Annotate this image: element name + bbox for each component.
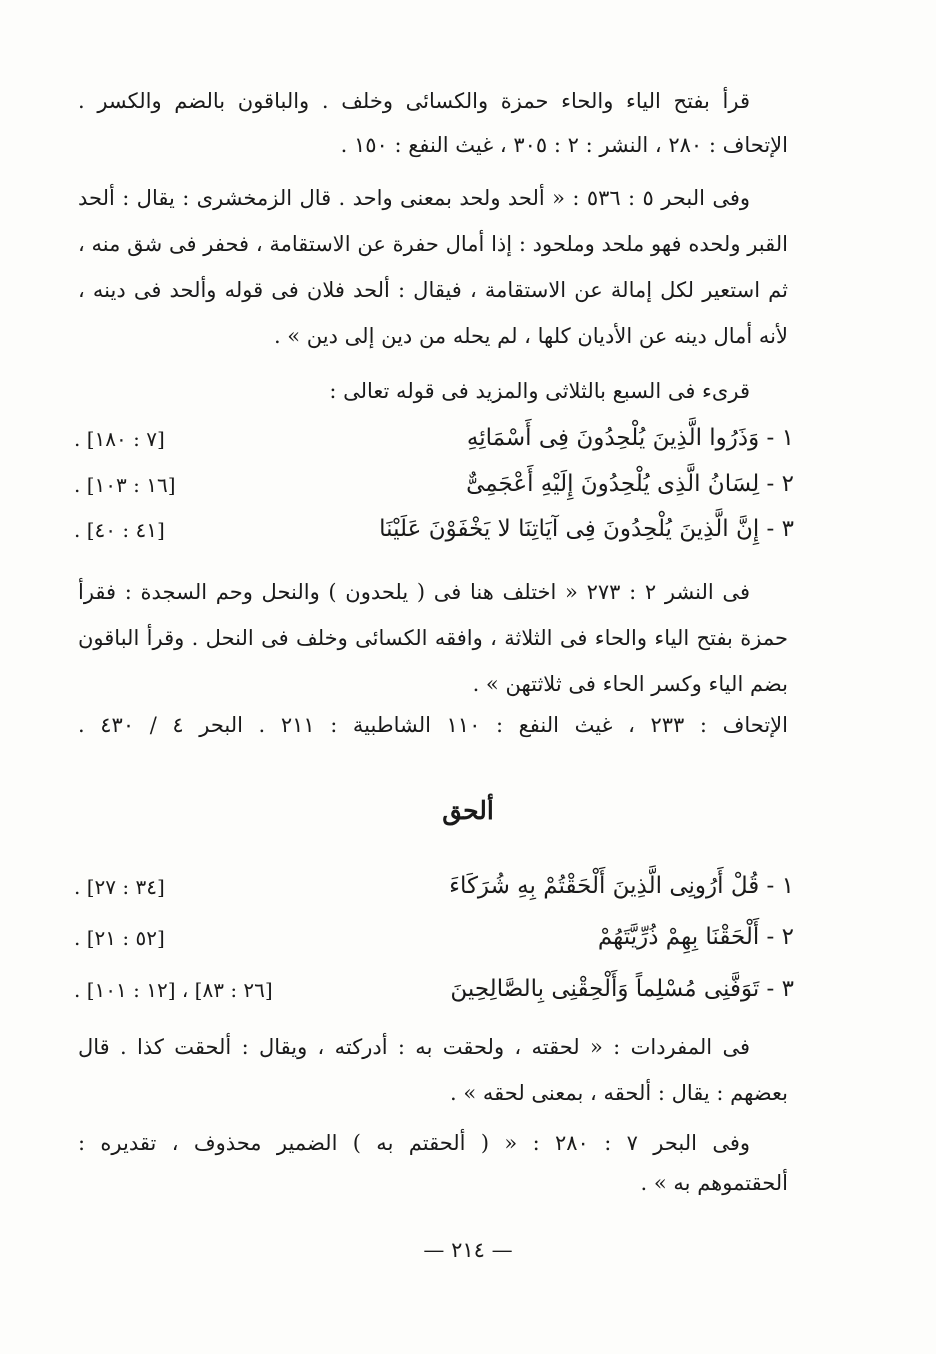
verse-reference: [٥٢ : ٢١] . [74, 926, 165, 950]
text-line: بضم الياء وكسر الحاء فى ثلاثتهن » . [472, 672, 788, 696]
text-line: القبر ولحده فهو ملحد وملحود : إذا أمال حفرة عن الاستقامة ، فحفر فى شق منه ، [78, 232, 788, 256]
verse-text: ١ - قُلْ أَرُونِى الَّذِينَ أَلْحَقْتُمْ بِهِ شُرَكَاءَ [449, 873, 794, 899]
text-line: فى المفردات : « لحقته ، ولحقت به : أدركته ، ويقال : ألحقت كذا . قال [78, 1035, 750, 1059]
text-line: ألحقتموهم به » . [640, 1171, 788, 1195]
text-line: حمزة بفتح الياء والحاء فى الثلاثة ، وافقه الكسائى وخلف فى النحل . وقرأ الباقون [78, 626, 788, 650]
text-line: الإتحاف : ٢٣٣ ، غيث النفع : ١١٠ الشاطبية : ٢١١ . البحر ٤ / ٤٣٠ . [78, 713, 788, 737]
text-line: ثم استعير لكل إمالة عن الاستقامة ، فيقال : ألحد فلان فى قوله وألحد فى دينه ، [78, 278, 788, 302]
verse-text: ١ - وَذَرُوا الَّذِينَ يُلْحِدُونَ فِى أَسْمَائِهِ [466, 425, 794, 451]
text-line: قرأ بفتح الياء والحاء حمزة والكسائى وخلف . والباقون بالضم والكسر . [78, 89, 750, 113]
page-number: — ٢١٤ — [423, 1238, 513, 1262]
verse-reference: [٧ : ١٨٠] . [74, 427, 165, 451]
verse-reference: [٣٤ : ٢٧] . [74, 875, 165, 899]
verse-reference: [٤١ : ٤٠] . [74, 518, 165, 542]
section-heading: ألحق [442, 796, 494, 825]
verse-reference: [١٦ : ١٠٣] . [74, 473, 176, 497]
text-line: قرىء فى السبع بالثلاثى والمزيد فى قوله تعالى : [329, 379, 750, 403]
text-line: لأنه أمال دينه عن الأديان كلها ، لم يحله من دين إلى دين » . [273, 324, 788, 348]
verse-text: ٣ - تَوَفَّنِى مُسْلِماً وَأَلْحِقْنِى بِالصَّالِحِينَ [450, 976, 794, 1002]
verse-text: ٣ - إِنَّ الَّذِينَ يُلْحِدُونَ فِى آيَاتِنَا لا يَخْفَوْنَ عَلَيْنَا [379, 516, 794, 542]
text-line: وفى البحر ٧ : ٢٨٠ : « ( ألحقتم به ) الضمير محذوف ، تقديره : [78, 1131, 750, 1155]
verse-text: ٢ - أَلْحَقْنَا بِهِمْ ذُرِّيَّتَهُمْ [597, 924, 794, 950]
verse-reference: [٢٦ : ٨٣] ، [١٢ : ١٠١] . [74, 978, 273, 1002]
text-line: بعضهم : يقال : ألحقه ، بمعنى لحقه » . [450, 1081, 788, 1105]
text-line: وفى البحر ٥ : ٥٣٦ : « ألحد ولحد بمعنى واحد . قال الزمخشرى : يقال : ألحد [78, 186, 751, 210]
text-line: الإتحاف : ٢٨٠ ، النشر : ٢ : ٣٠٥ ، غيث النفع : ١٥٠ . [340, 133, 788, 157]
verse-text: ٢ - لِسَانُ الَّذِى يُلْحِدُونَ إِلَيْهِ أَعْجَمِىٌّ [466, 471, 794, 497]
text-line: فى النشر ٢ : ٢٧٣ « اختلف هنا فى ( يلحدون ) والنحل وحم السجدة : فقرأ [78, 580, 750, 604]
